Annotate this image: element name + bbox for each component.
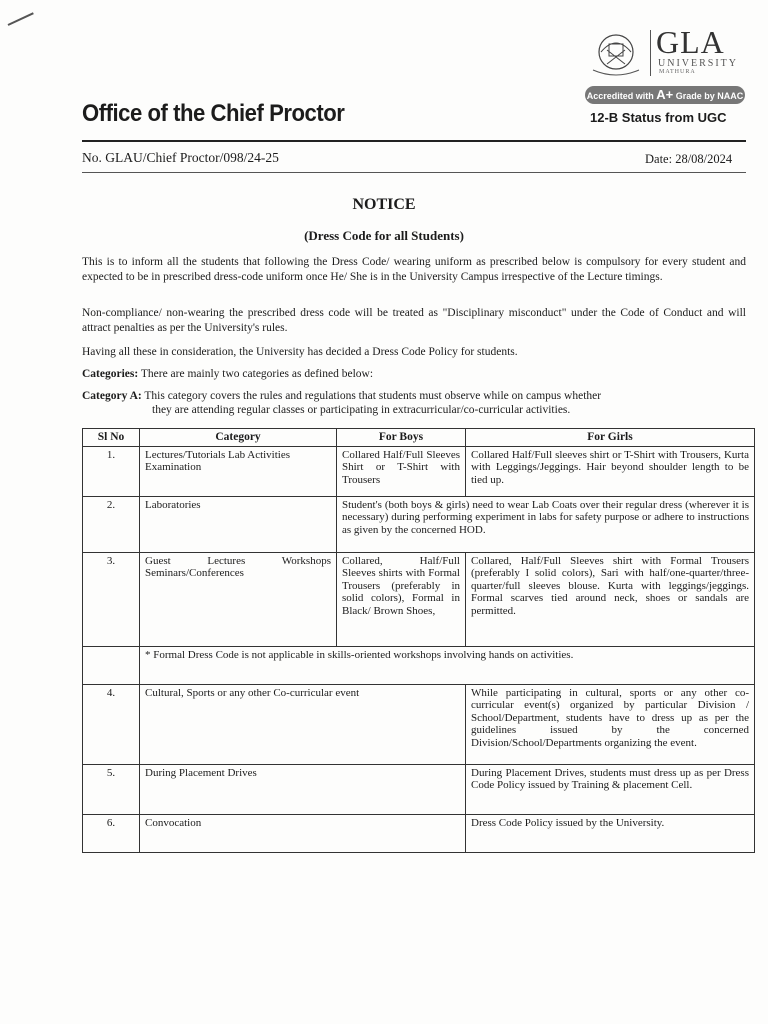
category-cell: Cultural, Sports or any other Co-curricular event xyxy=(140,684,466,764)
logo-name: GLA xyxy=(656,24,725,60)
notice-title: NOTICE xyxy=(352,196,416,213)
notice-date: Date: 28/08/2024 xyxy=(645,152,733,166)
reference-number: No. GLAU/Chief Proctor/098/24-25 xyxy=(82,150,279,165)
rule-cell: During Placement Drives, students must dress up as per Dress Code Policy issued by Training & placement Cell. xyxy=(466,764,755,814)
table-row xyxy=(83,814,755,852)
category-cell: Lectures/Tutorials Lab Activities Examination xyxy=(140,446,337,496)
categories-line xyxy=(82,367,746,382)
rule-cell: Dress Code Policy issued by the University. xyxy=(466,814,755,852)
header-sl-no: Sl No xyxy=(83,429,140,447)
category-a-text-1: This category covers the rules and regulations that students must observe while on campus whether xyxy=(141,390,602,402)
logo-city: MATHURA xyxy=(659,69,696,75)
table-row xyxy=(83,684,755,764)
category-cell: During Placement Drives xyxy=(140,764,466,814)
office-title: Office of the Chief Proctor xyxy=(82,100,345,127)
table-header-row xyxy=(83,429,755,447)
logo-divider xyxy=(650,30,651,76)
naac-badge: Accredited with A+ Grade by NAAC xyxy=(586,87,744,102)
logo-university: UNIVERSITY xyxy=(658,58,738,69)
empty-sl-cell xyxy=(83,646,140,684)
sl-no: 2. xyxy=(83,496,140,552)
sl-no: 3. xyxy=(83,552,140,646)
pen-mark xyxy=(8,12,34,26)
categories-text: There are mainly two categories as defined below: xyxy=(138,368,374,380)
category-a xyxy=(82,390,746,417)
table-row xyxy=(83,496,755,552)
sl-no: 6. xyxy=(83,814,140,852)
meta-rule xyxy=(82,172,746,173)
table-row xyxy=(83,552,755,646)
paragraph-3: Having all these in consideration, the University has decided a Dress Code Policy for students. xyxy=(82,346,518,358)
sl-no: 5. xyxy=(83,764,140,814)
table-note-row xyxy=(83,646,755,684)
sl-no: 1. xyxy=(83,446,140,496)
girls-cell: Collared Half/Full sleeves shirt or T-Shirt with Trousers, Kurta with Leggings/Jeggings. Hair beyond shoulder length to be tied up. xyxy=(466,446,755,496)
paragraph-2: Non-compliance/ non-wearing the prescribed dress code will be treated as "Disciplinary misconduct" under the Code of Conduct and will attract penalties as per the University's rules. xyxy=(82,307,746,334)
notice-subtitle: (Dress Code for all Students) xyxy=(304,228,464,243)
category-cell: Guest Lectures Workshops Seminars/Conferences xyxy=(140,552,337,646)
note-cell: * Formal Dress Code is not applicable in skills-oriented workshops involving hands on activities. xyxy=(140,646,755,684)
header-for-boys: For Boys xyxy=(337,429,466,447)
header-for-girls: For Girls xyxy=(466,429,755,447)
boys-cell: Collared Half/Full Sleeves Shirt or T-Shirt with Trousers xyxy=(337,446,466,496)
common-rule-cell: Student's (both boys & girls) need to wear Lab Coats over their regular dress (wherever it is necessary) during performing experiment in labs for safety purpose or adhere to instructions as given by the concerned HOD. xyxy=(337,496,755,552)
category-cell: Laboratories xyxy=(140,496,337,552)
category-a-label: Category A: xyxy=(82,390,142,402)
categories-label: Categories: xyxy=(82,368,139,380)
boys-cell: Collared, Half/Full Sleeves shirts with Formal Trousers (preferably in solid colors), Formal in Black/ Brown Shoes, xyxy=(337,552,466,646)
rule-cell: While participating in cultural, sports or any other co-curricular event(s) organized by particular Division / School/Department, students have to dress up as per the guidelines issued by the concerned Division/School/Departments organizing the event. xyxy=(466,684,755,764)
header-category: Category xyxy=(140,429,337,447)
category-cell: Convocation xyxy=(140,814,466,852)
university-emblem-icon xyxy=(585,30,647,82)
girls-cell: Collared, Half/Full Sleeves shirt with Formal Trousers (preferably I solid colors), Sari with half/one-quarter/three-quarter/full sleeves blouse. Kurta with leggings/jeggings. Formal scarves tied around neck, shoes or sandals are permitted. xyxy=(466,552,755,646)
category-a-text-2: they are attending regular classes or participating in extracurricular/co-curricular activities. xyxy=(152,403,571,416)
gla-university-logo xyxy=(585,24,745,104)
table-row xyxy=(83,764,755,814)
sl-no: 4. xyxy=(83,684,140,764)
ugc-status: 12-B Status from UGC xyxy=(590,110,727,125)
header-rule xyxy=(82,140,746,142)
table-row xyxy=(83,446,755,496)
paragraph-1: This is to inform all the students that following the Dress Code/ wearing uniform as prescribed below is compulsory for every student and expected to be in prescribed dress-code uniform once He/ She is in the University Campus irrespective of the Lecture timings. xyxy=(82,256,746,283)
dress-code-table xyxy=(82,428,755,853)
